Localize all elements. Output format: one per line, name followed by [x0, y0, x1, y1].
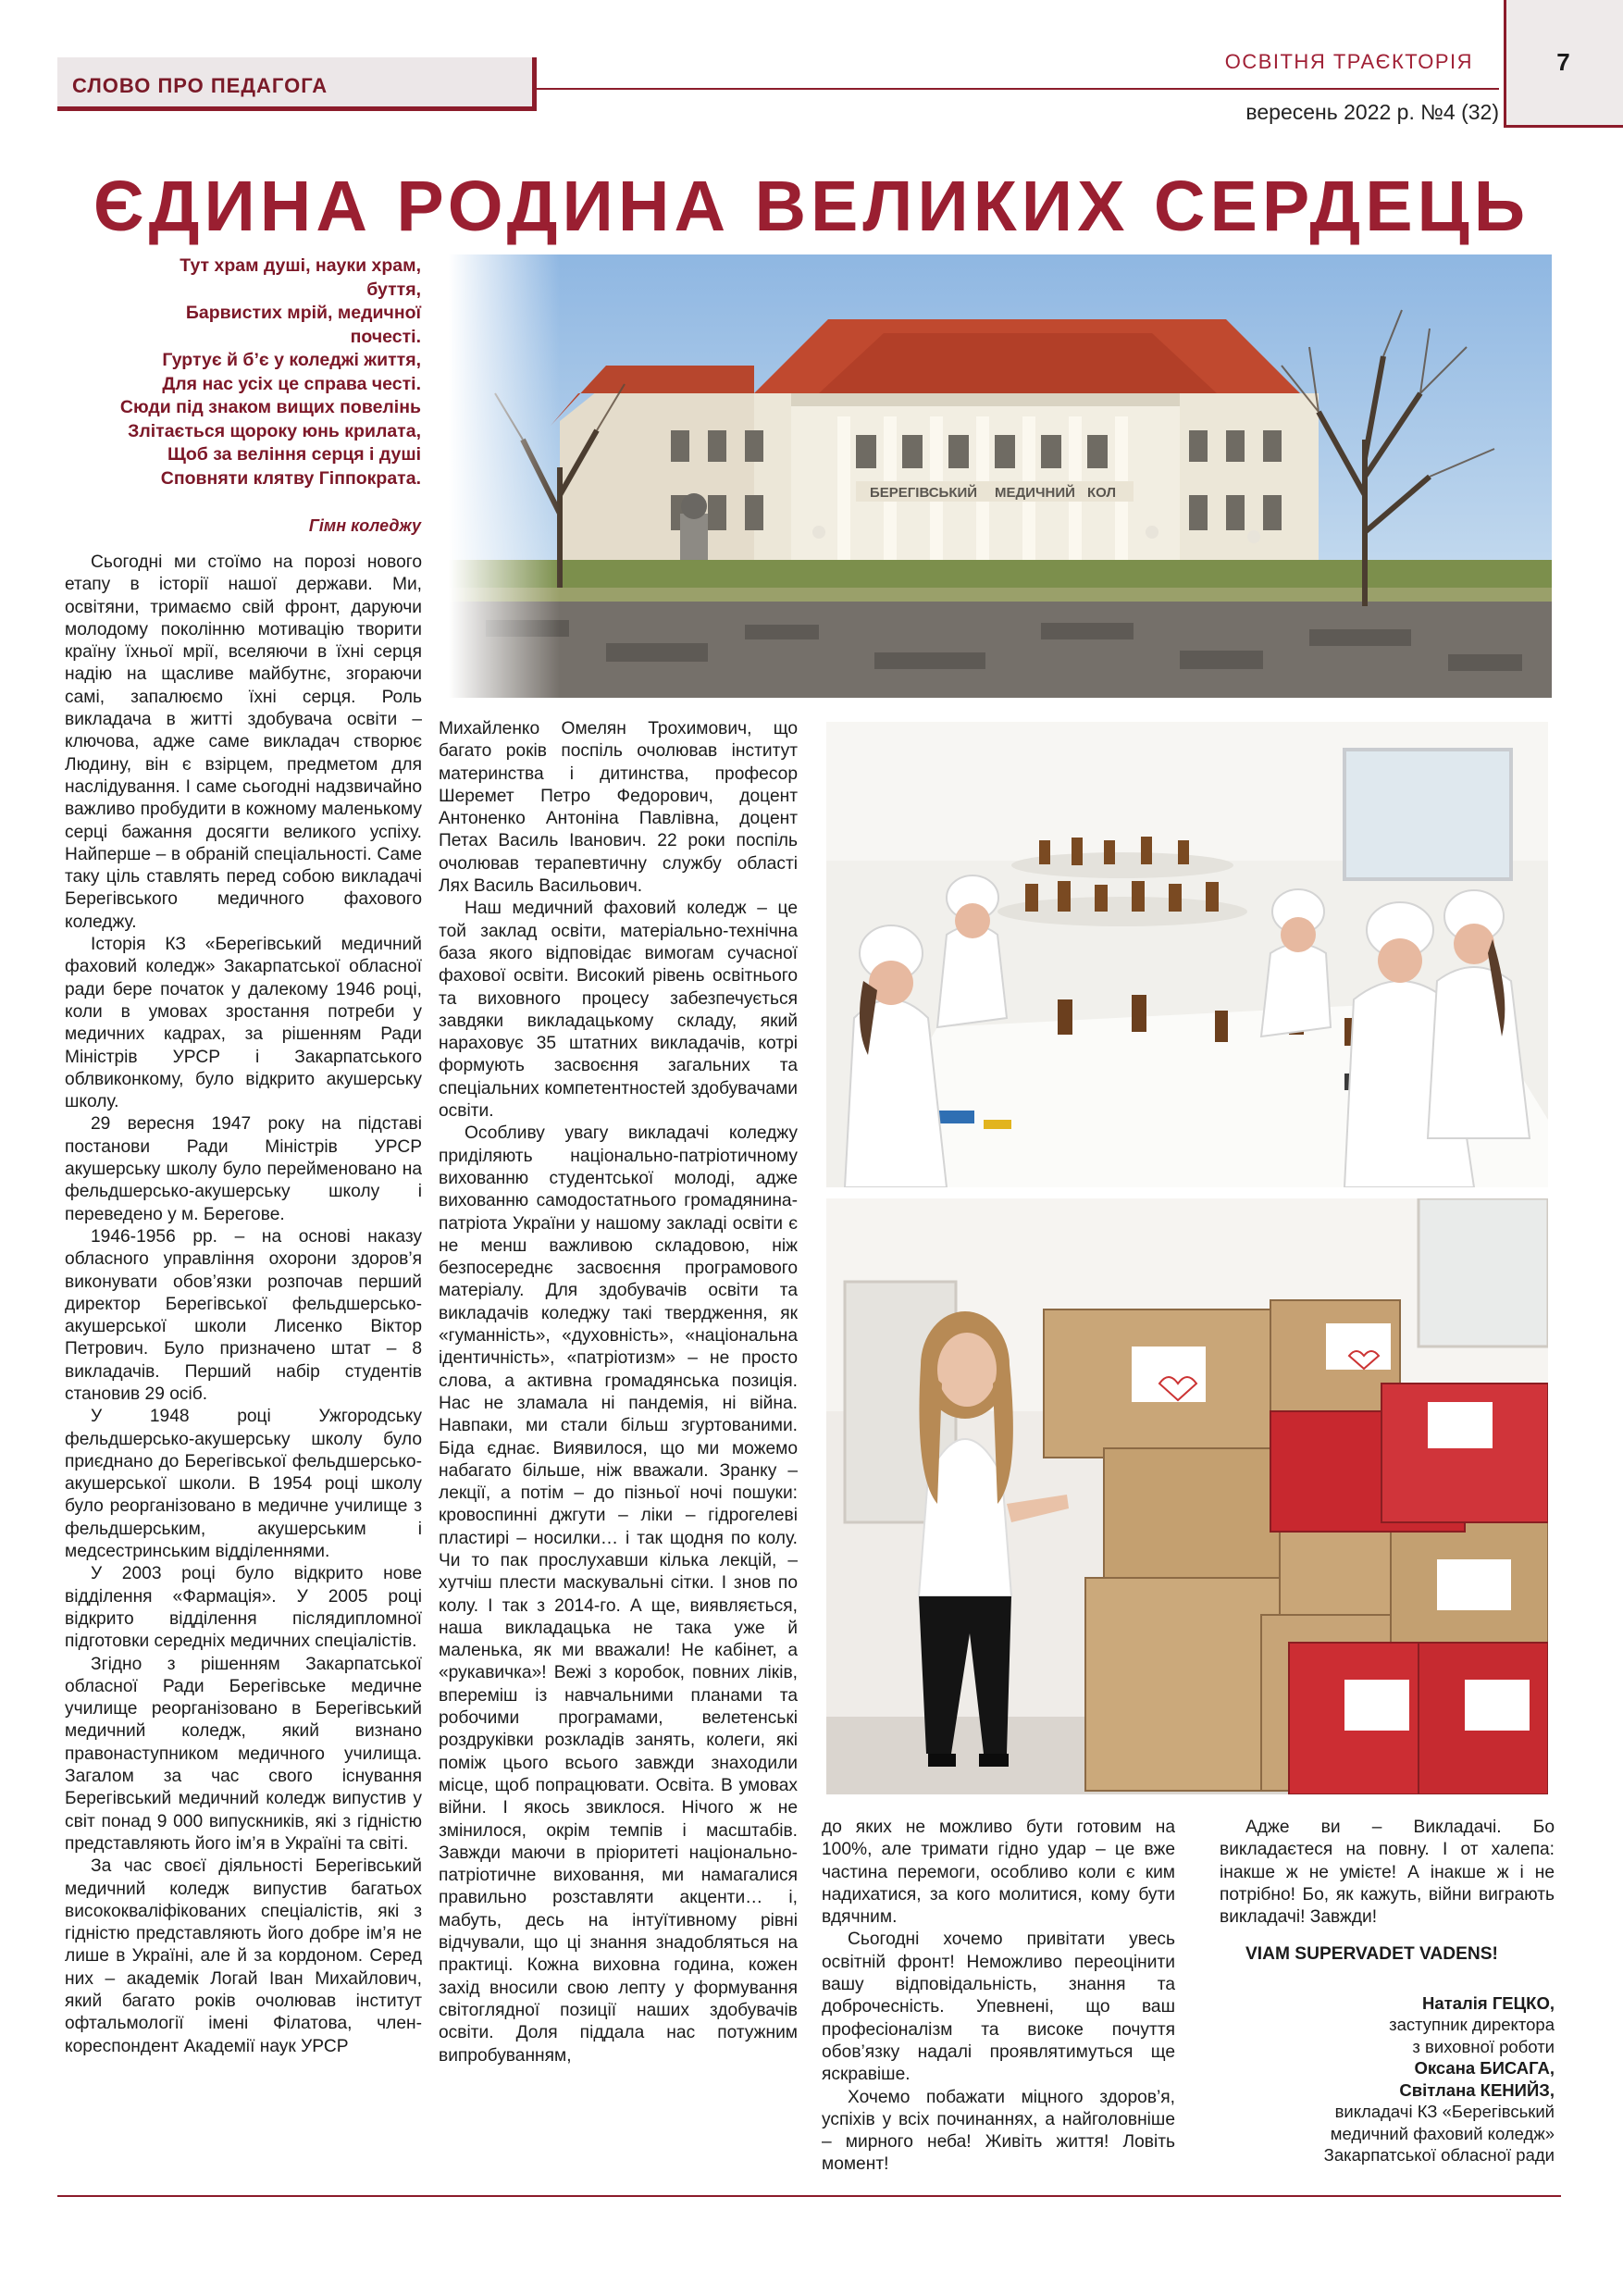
- facade-sign-left: БЕРЕГІВСЬКИЙ: [870, 485, 978, 501]
- author-name: Оксана БИСАГА,: [1414, 2058, 1555, 2079]
- author-name: Світлана КЕНИЙЗ,: [1399, 2079, 1555, 2100]
- paragraph: У 1948 році Ужгородську фельдшерсько-акушерську школу було приєднано до Берегівської фельдшерсько-акушерської школи. В 1954 році школу було реорганізовано в медичне училище з фельдшерським, акушерським і медсестринським відділеннями.: [65, 1407, 422, 1562]
- author-role: Закарпатської обласної ради: [1323, 2145, 1555, 2166]
- facade-sign-right: КОЛ: [1087, 485, 1116, 501]
- paragraph: Михайленко Омелян Трохимович, що багато років поспіль очолював інститут материнства і дитинства, професор Шеремет Петро Федорович, доцент Антоненко Антоніна Павлівна, доцент Петах Василь Іванович. 22 роки поспіль очолював терапевтичну службу області Лях Василь Васильович.: [439, 719, 798, 897]
- paragraph: Згідно з рішенням Закарпатської обласної Ради Берегівське медичне училище реорганізовано в Берегівський медичний коледж, який визнано правонаступником медичного училища. Загалом за час свого існування Берегівський медичний коледж випустив у світ понад 9 000 випускників, які з гідністю представляють його ім’я в Україні та світі.: [65, 1654, 422, 1854]
- epigraph-line: Сюди під знаком вищих повелінь: [119, 397, 421, 417]
- epigraph-line: Барвистих мрій, медичної: [185, 303, 421, 323]
- epigraph-line: Для нас усіх це справа честі.: [162, 373, 421, 394]
- paragraph: За час своєї діяльності Берегівський медичний коледж випустив багатьох висококваліфікованих спеціалістів, які з гідністю представляють його добре ім’я не лише в Україні, але й за кордоном. Серед них – академік Логай Іван Михайлович, який багато років очолював інститут офтальмології імені Філатова, член-кореспондент Академії наук УРСР: [65, 1856, 422, 2056]
- paragraph: Адже ви – Викладачі. Бо викладаєтеся на повну. І от халепа: інакше ж не умієте! А інакше ж і не потрібно! Бо, як кажуть, війни виграють викладачі! Завжди!: [1220, 1818, 1555, 1928]
- paragraph: Історія КЗ «Берегівський медичний фаховий коледж» Закарпатської обласної ради бере початок у далекому 1946 році, коли в умовах зростання потреби у медичних кадрах, за рішенням Ради Міністрів УРСР і Закарпатського облвиконкому, було відкрито акушерську школу.: [65, 935, 422, 1112]
- paragraph: Хочемо побажати міцного здоров’я, успіхів у всіх починаннях, а найголовніше – мирного неба! Живіть життя! Ловіть момент!: [822, 2087, 1175, 2175]
- author-name: Наталія ГЕЦКО,: [1422, 1992, 1555, 2013]
- page-number: 7: [1556, 48, 1570, 76]
- closing-motto: VIAM SUPERVADET VADENS!: [1245, 1944, 1498, 1965]
- epigraph-line: почесті.: [350, 326, 421, 347]
- laboratory-photo: [826, 722, 1548, 1187]
- epigraph: [74, 254, 421, 490]
- article-column-2: [439, 718, 798, 2190]
- college-building-photo: [449, 254, 1552, 698]
- paragraph: до яких не можливо бути готовим на 100%, але тримати гідно удар – це вже частина перемоги, особливо коли є ким надихатися, за кого молитися, кому бути вдячним.: [822, 1818, 1175, 1928]
- medical-supplies-photo: [826, 1198, 1548, 1794]
- author-role: з виховної роботи: [1412, 2036, 1555, 2056]
- epigraph-line: Щоб за веління серця і душі: [167, 444, 421, 465]
- author-role: медичний фаховий коледж»: [1330, 2123, 1555, 2143]
- article-column-1: [65, 552, 422, 2190]
- epigraph-line: Злітається щороку юнь крилата,: [128, 420, 421, 441]
- paragraph: Сьогодні ми стоїмо на порозі нового етапу в історії нашої держави. Ми, освітяни, тримаємо свій фронт, даруючи молодому поколінню мотивацію творити країну їхньої мрії, вселяючи в їхні серця надію на щасливе майбутнє, згораючи самі, запалюємо їхні серця. Роль викладача в житті здобувача освіти – ключова, адже саме викладач створює Людину, він є взірцем, предметом для наслідування. І саме сьогодні надзвичайно важливо пробудити в кожному маленькому серці бажання досягти великого успіху. Найперше – в обраній спеціальності. Саме таку ціль ставлять перед собою викладачі Берегівського медичного фахового коледжу.: [65, 552, 422, 932]
- epigraph-line: Гуртує й б’є у коледжі життя,: [162, 350, 421, 370]
- laboratory-illustration: [826, 722, 1548, 1187]
- epigraph-line: Тут храм душі, науки храм,: [180, 255, 421, 276]
- article-column-3: [822, 1817, 1175, 2187]
- section-label: СЛОВО ПРО ПЕДАГОГА: [72, 74, 328, 97]
- author-role: викладачі КЗ «Берегівський: [1334, 2102, 1555, 2122]
- epigraph-line: буття,: [366, 279, 421, 300]
- author-role: заступник директора: [1389, 2015, 1555, 2035]
- epigraph-line: Сповняти клятву Гіппократа.: [160, 467, 421, 489]
- paragraph: У 2003 році було відкрито нове відділення «Фармація». У 2005 році відкрито відділення післядипломної підготовки середніх медичних спеціалістів.: [65, 1564, 422, 1652]
- issue-line: вересень 2022 р. №4 (32): [1245, 100, 1499, 124]
- college-building-illustration: [449, 254, 1552, 698]
- paragraph: Особливу увагу викладачі коледжу приділяють національно-патріотичному вихованню студентської молоді, адже вихованню самодостатнього громадянина-патріота України у нашому закладі освіти є не менш важливою складовою, ніж безпосереднє засвоєння програмового матеріалу. Для здобувачів освіти та викладачів коледжу такі твердження, як «гуманність», «духовність», «національна ідентичність», «патріотизм» – не просто слова, а активна громадянська позиція. Нас не зламала ні пандемія, ні війна. Навпаки, ми стали більш згуртованими. Біда єднає. Виявилося, що ми можемо набагато більше, ніж вважали. Зранку – лекції, а потім – до пізньої ночі пошуки: кровоспинні джгути – ліки – гідрогелеві пластирі – носилки… і так щодня по колу. Чи то пак прослухавши кілька лекцій, – хутчіш плести маскувальні сітки. І знов по колу. І так з 2014-го. А ще, виявляється, наша викладацька не така уже й маленька, як ми вважали! Не кабінет, а «рукавичка»! Вежі з коробок, повних ліків, впереміш із навчальними планами та робочими програмами, велетенські роздруківки розкладів занять, колеги, які поміж цього всього завжди знаходили місце, щоб попрацювати. Освіта. В умовах війни. І якось звиклося. Нічого ж не змінилося, окрім темпів і масштабів. Завжди маючи в пріоритеті національно-патріотичне виховання, ми намагалися правильно розставляти акценти… і, мабуть, десь на інтуїтивному рівні відчували, що ці знання знадобляться на практиці. Кожна виховна година, кожен захід вносили свою лепту у формування світоглядної позиції наших здобувачів освіти. Доля піддала нас потужним випробуванням,: [439, 1123, 798, 2066]
- header-rule: [537, 88, 1499, 90]
- paragraph: 29 вересня 1947 року на підставі постанови Ради Міністрів УРСР акушерську школу було перейменовано на фельдшерсько-акушерську школу і переведено у м. Берегове.: [65, 1114, 422, 1224]
- paragraph: 1946-1956 рр. – на основі наказу обласного управління охорони здоров’я виконувати обов’язки розпочав перший директор Берегівської фельдшерсько-акушерської школи Лисенко Віктор Петрович. Було призначено штат – 8 викладачів. Перший набір студентів становив 29 осіб.: [65, 1226, 422, 1404]
- epigraph-source: Гімн коледжу: [308, 516, 421, 535]
- article-column-4: [1220, 1817, 1555, 2166]
- magazine-name: ОСВІТНЯ ТРАЄКТОРІЯ: [1224, 50, 1473, 73]
- paragraph: Сьогодні хочемо привітати увесь освітній фронт! Неможливо переоцінити вашу відповідальність, знання та доброчесність. Упевнені, що ваш професіоналізм та високе почуття обов’язку надалі проявлятимуться ще яскравіше.: [822, 1930, 1175, 2085]
- signature-block: [1220, 1992, 1555, 2166]
- medical-supplies-illustration: [826, 1198, 1548, 1794]
- facade-sign-mid: МЕДИЧНИЙ: [995, 485, 1075, 501]
- headline: ЄДИНА РОДИНА ВЕЛИКИХ СЕРДЕЦЬ: [93, 167, 1530, 246]
- paragraph: Наш медичний фаховий коледж – це той заклад освіти, матеріально-технічна база якого відповідає вимогам сучасної фахової освіти. Високий рівень освітнього та виховного процесу забезпечується завдяки викладацькому складу, який нараховує 35 штатних викладачів, котрі формують засвоєння загальних та спеціальних компетентностей здобувачами освіти.: [439, 899, 798, 1122]
- bottom-rule: [57, 2195, 1561, 2197]
